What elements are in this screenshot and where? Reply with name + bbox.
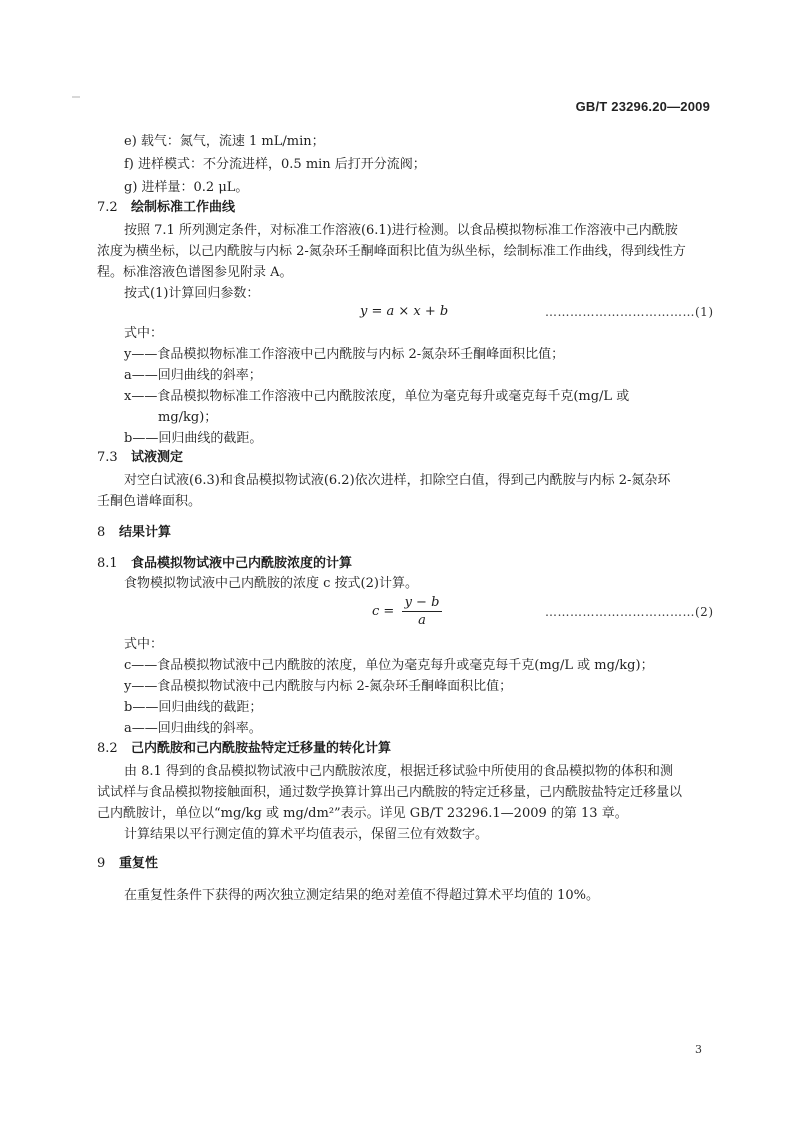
list-item: g) 进样量：0.2 μL。 [124,180,249,195]
where-label: 式中： [124,326,164,341]
section-number: 8.1 [97,556,118,571]
definition: a——回归曲线的斜率。 [124,721,262,736]
definition: mg/kg)； [158,410,218,425]
definition: x——食品模拟物标准工作溶液中己内酰胺浓度，单位为毫克每升或毫克每千克(mg/L 或 [124,389,630,404]
equation-2-fraction [402,595,442,628]
list-item: e) 载气：氮气，流速 1 mL/min； [124,134,325,149]
paragraph-line: 对空白试液(6.3)和食品模拟物试液(6.2)依次进样，扣除空白值，得到己内酰胺与内标 2-氮杂环 [124,473,671,488]
definition: b——回归曲线的截距。 [124,431,263,446]
paragraph-line: 己内酰胺计，单位以“mg/kg 或 mg/dm²”表示。详见 GB/T 23296.1—2009 的第 13 章。 [97,806,628,821]
paragraph-line: 程。标准溶液色谱图参见附录 A。 [97,265,293,280]
standard-number: GB/T 23296.20—2009 [575,99,710,114]
equation-number: ………………………………(2) [545,605,714,619]
paragraph-line: 在重复性条件下获得的两次独立测定结果的绝对差值不得超过算术平均值的 10%。 [124,888,600,903]
section-number: 7.2 [97,200,118,215]
paragraph-line: 计算结果以平行测定值的算术平均值表示，保留三位有效数字。 [124,827,489,842]
section-title: 绘制标准工作曲线 [131,200,236,215]
section-number: 8.2 [97,741,118,756]
fraction-denominator: a [418,613,426,628]
section-heading-7-3 [97,449,183,467]
paragraph-line: 按照 7.1 所列测定条件，对标准工作溶液(6.1)进行检测。以食品模拟物标准工作溶液中己内酰胺 [124,223,678,238]
equation-1: y = a × x + b [360,304,449,319]
section-title: 食品模拟物试液中己内酰胺浓度的计算 [131,556,353,571]
definition: c——食品模拟物试液中己内酰胺的浓度，单位为毫克每升或毫克每千克(mg/L 或 mg/kg)； [124,658,654,673]
definition: y——食品模拟物试液中己内酰胺与内标 2-氮杂环壬酮峰面积比值； [124,679,513,694]
section-title: 己内酰胺和己内酰胺盐特定迁移量的转化计算 [131,741,392,756]
scan-mark [72,96,80,98]
equation-number: ………………………………(1) [545,305,714,319]
section-title: 重复性 [119,856,159,871]
fraction-numerator: y − b [404,595,440,610]
paragraph-line: 壬酮色谱峰面积。 [97,494,202,509]
paragraph-line: 由 8.1 得到的食品模拟物试液中己内酰胺浓度，根据迁移试验中所使用的食品模拟物的体积和测 [124,764,673,779]
section-heading-7-2 [97,199,235,217]
equation-2-lhs: c = [372,604,395,619]
list-item: f) 进样模式：不分流进样，0.5 min 后打开分流阀； [124,157,426,172]
paragraph-line: 按式(1)计算回归参数： [124,286,260,301]
fraction-bar [402,611,442,612]
section-title: 结果计算 [119,525,172,540]
section-heading-8-2 [97,740,391,758]
section-heading-8-1 [97,555,352,573]
section-number: 9 [97,856,106,871]
paragraph-line: 食物模拟物试液中己内酰胺的浓度 c 按式(2)计算。 [124,576,418,591]
definition: b——回归曲线的截距； [124,700,263,715]
section-heading-9 [97,855,158,873]
section-number: 8 [97,525,106,540]
page-number: 3 [695,1043,702,1056]
definition: y——食品模拟物标准工作溶液中己内酰胺与内标 2-氮杂环壬酮峰面积比值； [124,347,565,362]
section-title: 试液测定 [131,450,184,465]
section-heading-8 [97,524,171,542]
section-number: 7.3 [97,450,118,465]
where-label: 式中： [124,637,164,652]
paragraph-line: 试试样与食品模拟物接触面积，通过数学换算计算出己内酰胺的特定迁移量，己内酰胺盐特定迁移量以 [97,785,683,800]
paragraph-line: 浓度为横坐标，以己内酰胺与内标 2-氮杂环壬酮峰面积比值为纵坐标，绘制标准工作曲线，得到线性方 [97,244,686,259]
definition: a——回归曲线的斜率； [124,368,262,383]
